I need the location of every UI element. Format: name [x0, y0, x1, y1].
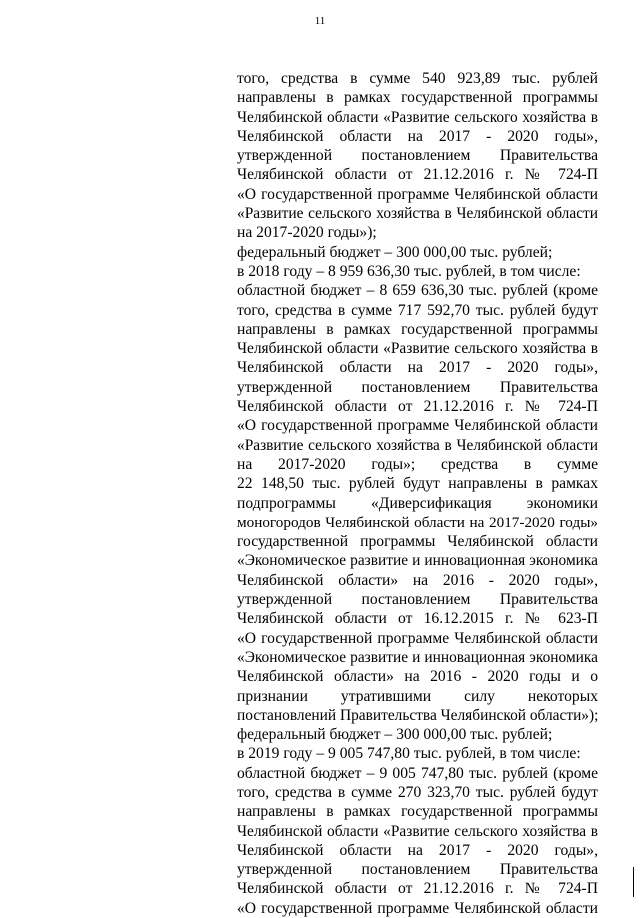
text-line: областной бюджет – 9 005 747,80 тыс. рублей (кроме — [237, 764, 598, 782]
text-line: «Развитие сельского хозяйства в Челябинской области — [237, 436, 598, 454]
text-line: направлены в рамках государственной программы — [237, 803, 598, 821]
text-line: федеральный бюджет – 300 000,00 тыс. рублей; — [237, 243, 553, 261]
text-line: Челябинской области «Развитие сельского хозяйства в — [237, 108, 598, 126]
text-line: «Экономическое развитие и инновационная экономика — [237, 648, 598, 666]
text-line: «Развитие сельского хозяйства в Челябинской области — [237, 205, 598, 223]
text-line: утвержденной постановлением Правительства — [237, 378, 598, 396]
page-number: 11 — [314, 15, 326, 27]
text-line: Челябинской области» на 2016 - 2020 годы и о — [237, 668, 598, 686]
text-line: Челябинской области на 2017 - 2020 годы», — [237, 127, 598, 145]
text-line: направлены в рамках государственной программы — [237, 320, 598, 338]
text-line: Челябинской области «Развитие сельского хозяйства в — [237, 822, 598, 840]
text-line: Челябинской области» на 2016 - 2020 годы», — [237, 571, 598, 589]
text-line: на 2017-2020 годы»); — [237, 224, 377, 242]
text-line: моногородов Челябинской области на 2017-2020 годы» — [237, 513, 598, 531]
text-line: Челябинской области от 21.12.2016 г. № 724-П — [237, 880, 598, 898]
text-line: Челябинской области от 21.12.2016 г. № 724-П — [237, 398, 598, 416]
text-line: областной бюджет – 8 659 636,30 тыс. рублей (кроме — [237, 282, 598, 300]
text-line: того, средства в сумме 717 592,70 тыс. рублей будут — [237, 301, 598, 319]
text-line: «О государственной программе Челябинской области — [237, 629, 598, 647]
text-line: направлены в рамках государственной программы — [237, 89, 598, 107]
text-line: «О государственной программе Челябинской области — [237, 185, 598, 203]
text-line: «Экономическое развитие и инновационная экономика — [237, 552, 598, 570]
text-line: того, средства в сумме 270 323,70 тыс. рублей будут — [237, 783, 598, 801]
text-line: подпрограммы «Диверсификация экономики — [237, 494, 598, 512]
text-line: Челябинской области от 21.12.2016 г. № 724-П — [237, 166, 598, 184]
text-line: в 2019 году – 9 005 747,80 тыс. рублей, в том числе: — [237, 745, 581, 763]
text-line: утвержденной постановлением Правительства — [237, 861, 598, 879]
text-line: Челябинской области «Развитие сельского хозяйства в — [237, 340, 598, 358]
text-line: утвержденной постановлением Правительства — [237, 147, 598, 165]
text-line: «О государственной программе Челябинской области — [237, 899, 598, 917]
text-line: постановлений Правительства Челябинской области»); — [237, 706, 598, 724]
text-line: признании утратившими силу некоторых — [237, 687, 598, 705]
text-line: на 2017-2020 годы»; средства в сумме — [237, 455, 598, 473]
text-line: Челябинской области от 16.12.2015 г. № 623-П — [237, 610, 598, 628]
text-line: 22 148,50 тыс. рублей будут направлены в рамках — [237, 475, 598, 493]
text-line: федеральный бюджет – 300 000,00 тыс. рублей; — [237, 726, 553, 744]
text-line: государственной программы Челябинской области — [237, 533, 598, 551]
text-line: «О государственной программе Челябинской области — [237, 417, 598, 435]
text-line: в 2018 году – 8 959 636,30 тыс. рублей, в том числе: — [237, 262, 581, 280]
text-line: того, средства в сумме 540 923,89 тыс. рублей — [237, 70, 598, 87]
text-line: Челябинской области на 2017 - 2020 годы», — [237, 841, 598, 859]
edge-mark — [633, 867, 634, 897]
document-body — [237, 69, 598, 918]
text-line: Челябинской области на 2017 - 2020 годы», — [237, 359, 598, 377]
text-line: утвержденной постановлением Правительства — [237, 591, 598, 609]
